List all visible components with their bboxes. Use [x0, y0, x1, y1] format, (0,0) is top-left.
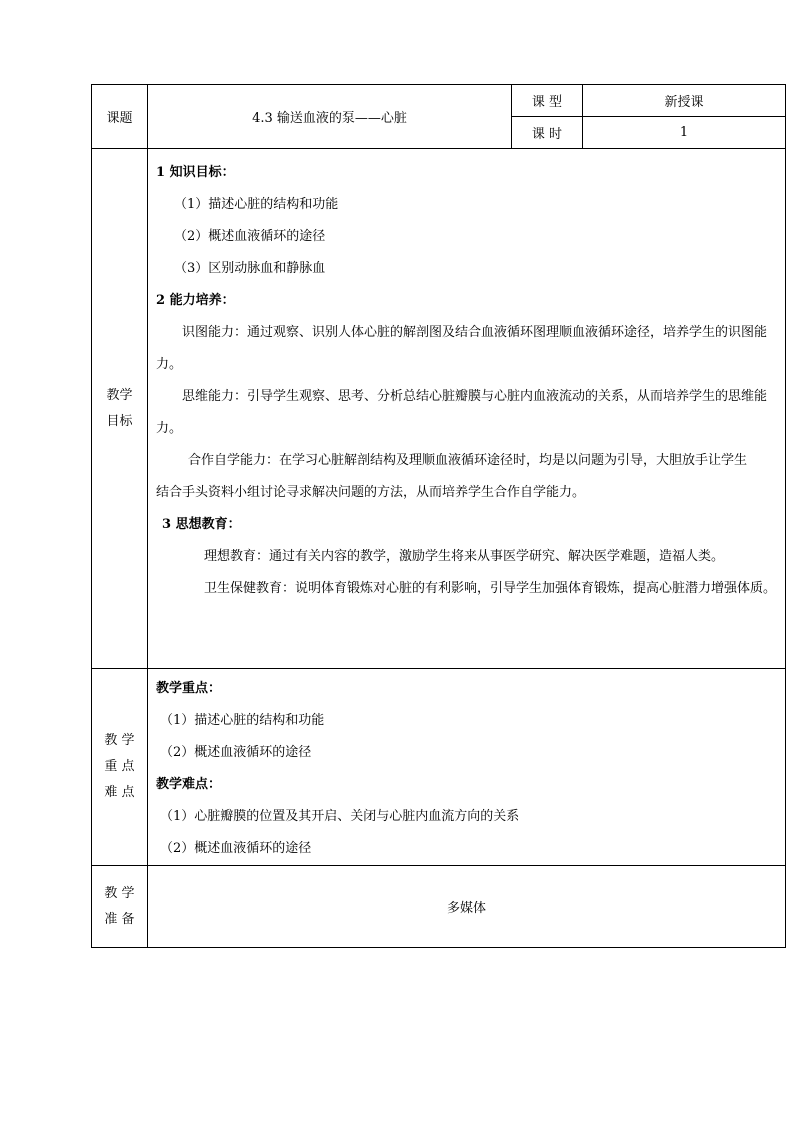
knowledge-heading: 1 知识目标： — [156, 165, 235, 180]
objectives-label-line2: 目标 — [106, 413, 133, 429]
key-item: （2）概述血液循环的途径 — [160, 745, 312, 760]
difficult-item: （1）心脏瓣膜的位置及其开启、关闭与心脏内血流方向的关系 — [160, 809, 520, 824]
preparation-value: 多媒体 — [148, 866, 786, 948]
key-points-row — [92, 669, 786, 866]
type-value: 新授课 — [583, 85, 786, 117]
type-label: 课 型 — [512, 85, 583, 117]
key-points-label — [92, 669, 148, 866]
lesson-plan-table — [91, 84, 786, 948]
ability-paragraph: 思维能力：引导学生观察、思考、分析总结心脏瓣膜与心脏内血液流动的关系，从而培养学生的思维能力。 — [156, 389, 768, 436]
thought-paragraph: 理想教育：通过有关内容的教学，激励学生将来从事医学研究、解决医学难题，造福人类。 — [204, 549, 725, 564]
key-points-label-line1: 教 学 — [104, 733, 135, 748]
objectives-label-line1: 教学 — [106, 387, 133, 403]
knowledge-item: （3）区别动脉血和静脉血 — [174, 261, 326, 276]
objectives-row — [92, 149, 786, 669]
header-row-1 — [92, 85, 786, 117]
topic-title: 4.3 输送血液的泵——心脏 — [148, 85, 512, 149]
thought-paragraph: 卫生保健教育：说明体育锻炼对心脏的有利影响，引导学生加强体育锻炼，提高心脏潜力增强体质。 — [204, 581, 777, 596]
preparation-label-line2: 准 备 — [104, 911, 135, 927]
ability-heading: 2 能力培养： — [156, 293, 235, 308]
hours-label: 课 时 — [512, 117, 583, 149]
key-item: （1）描述心脏的结构和功能 — [160, 713, 325, 728]
objectives-label — [92, 149, 148, 669]
topic-label: 课题 — [92, 85, 148, 149]
key-points-content — [148, 669, 786, 866]
key-points-label-line2: 重 点 — [104, 759, 135, 774]
preparation-label — [92, 866, 148, 948]
difficult-item: （2）概述血液循环的途径 — [160, 841, 312, 856]
preparation-label-line1: 教 学 — [104, 885, 135, 901]
thought-heading: 3 思想教育： — [162, 517, 241, 532]
ability-paragraph: 识图能力：通过观察、识别人体心脏的解剖图及结合血液循环图理顺血液循环途径，培养学生的识图能力。 — [156, 325, 768, 372]
hours-value: 1 — [583, 117, 786, 149]
ability-paragraph: 合作自学能力：在学习心脏解剖结构及理顺血液循环途径时，均是以问题为引导，大胆放手让学生 — [188, 453, 748, 468]
knowledge-item: （1）描述心脏的结构和功能 — [174, 197, 339, 212]
difficult-heading: 教学难点： — [156, 777, 222, 792]
key-heading: 教学重点： — [156, 681, 222, 696]
objectives-content — [148, 149, 786, 669]
key-points-label-line3: 难 点 — [104, 785, 135, 800]
preparation-row — [92, 866, 786, 948]
knowledge-item: （2）概述血液循环的途径 — [174, 229, 326, 244]
ability-paragraph: 结合手头资料小组讨论寻求解决问题的方法，从而培养学生合作自学能力。 — [156, 485, 586, 500]
